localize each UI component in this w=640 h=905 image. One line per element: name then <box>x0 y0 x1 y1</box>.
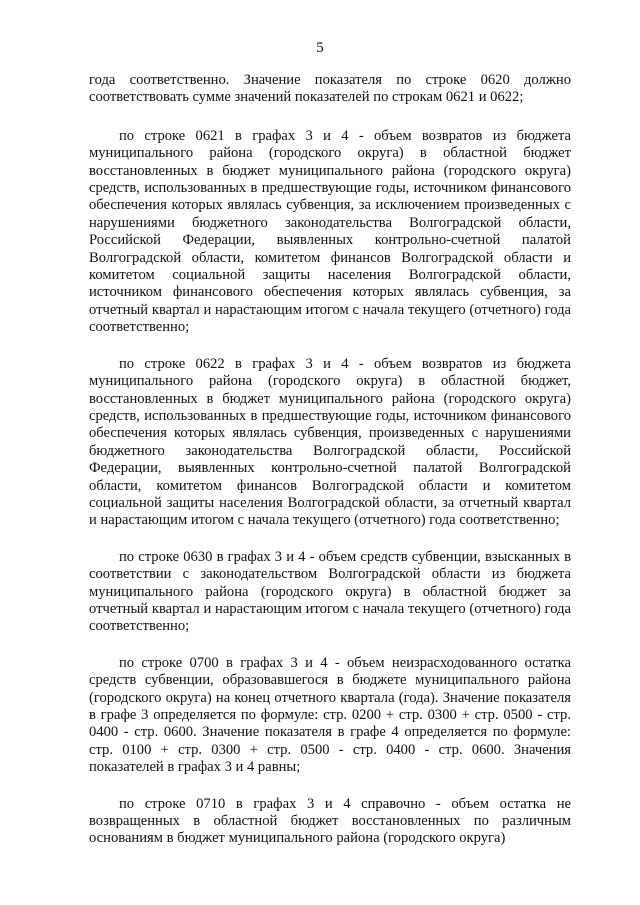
paragraph-continuation: года соответственно. Значение показателя по строке 0620 должно соответствовать сумме значений показателей по строкам 0621 и 0622; <box>89 72 571 106</box>
document-body <box>89 72 571 867</box>
paragraph-line-0622: по строке 0622 в графах 3 и 4 - объем возвратов из бюджета муниципального района (городского округа) в областной бюджет, восстановленных в бюджет муниципального района (городского округа) средств, использованных в предшествующие годы, источником финансового обеспечения которых являлась субвенция, произведенных с нарушениями бюджетного законодательства Волгоградской области, Российской Федерации, выявленных контрольно-счетной палатой Волгоградской области, комитетом финансов Волгоградской области и комитетом социальной защиты населения Волгоградской области, за отчетный квартал и нарастающим итогом с начала текущего (отчетного) года соответственно; <box>89 355 571 529</box>
paragraph-line-0630: по строке 0630 в графах 3 и 4 - объем средств субвенции, взысканных в соответствии с законодательством Волгоградской области из бюджета муниципального района (городского округа) в областной бюджет за отчетный квартал и нарастающим итогом с начала текущего (отчетного) года соответственно; <box>89 548 571 635</box>
paragraph-line-0700: по строке 0700 в графах 3 и 4 - объем неизрасходованного остатка средств субвенции, образовавшегося в бюджете муниципального района (городского округа) на конец отчетного квартала (года). Значение показателя в графе 3 определяется по формуле: стр. 0200 + стр. 0300 + стр. 0500 - стр. 0400 - стр. 0600. Значение показателя в графе 4 определяется по формуле: стр. 0100 + стр. 0300 + стр. 0500 - стр. 0400 - стр. 0600. Значения показателей в графах 3 и 4 равны; <box>89 654 571 776</box>
page-number: 5 <box>316 40 324 56</box>
paragraph-line-0710: по строке 0710 в графах 3 и 4 справочно - объем остатка не возвращенных в областной бюджет восстановленных по различным основаниям в бюджет муниципального района (городского округа) <box>89 795 571 847</box>
paragraph-line-0621: по строке 0621 в графах 3 и 4 - объем возвратов из бюджета муниципального района (городского округа) в областной бюджет восстановленных в бюджет муниципального района (городского округа) средств, использованных в предшествующие годы, источником финансового обеспечения которых являлась субвенция, за исключением произведенных с нарушениями бюджетного законодательства Волгоградской области, Российской Федерации, выявленных контрольно-счетной палатой Волгоградской области, комитетом финансов Волгоградской области и комитетом социальной защиты населения Волгоградской области, источником финансового обеспечения которых являлась субвенция, за отчетный квартал и нарастающим итогом с начала текущего (отчетного) года соответственно; <box>89 127 571 336</box>
